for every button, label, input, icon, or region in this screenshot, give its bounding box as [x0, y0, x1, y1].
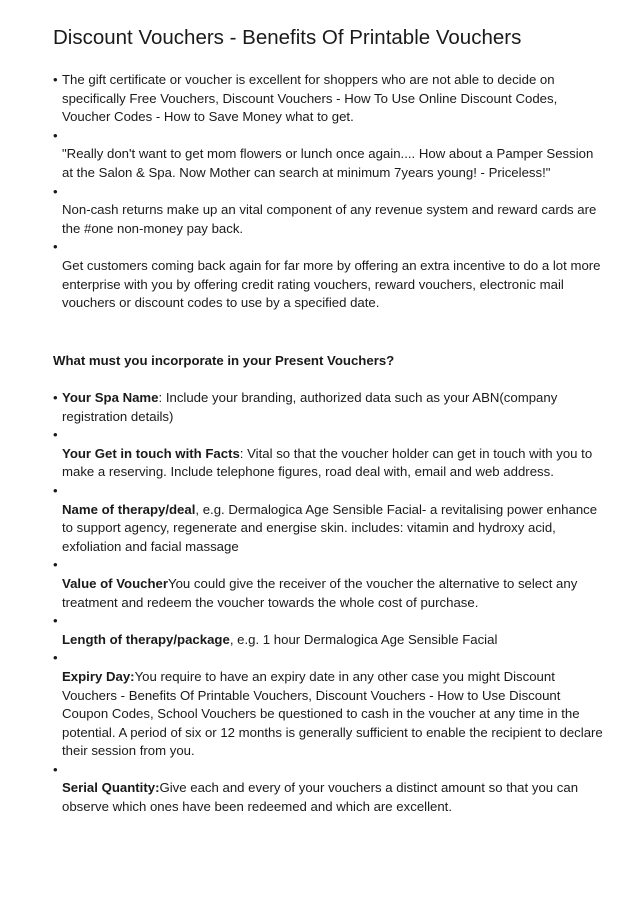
list-item-description: You require to have an expiry date in any other case you might Discount Vouchers - Benefits Of Printable Vouchers, Discount Vouchers - How to Use Discount Coupon Codes, School Vouchers be questioned to cash in the voucher at any time in the potential. A period of six or 12 months is generally sufficient to enable the recipient to declare their session from you.: [62, 668, 603, 759]
list-item: [53, 649, 603, 761]
list-item-description: , e.g. 1 hour Dermalogica Age Sensible Facial: [229, 631, 498, 647]
list-item-text: Non-cash returns make up an vital component of any revenue system and reward cards are the #one non-money pay back.: [62, 202, 597, 236]
list-item: [53, 389, 603, 426]
list-item-text: [53, 649, 603, 761]
list-item: [53, 761, 603, 817]
list-item: [53, 556, 603, 612]
bullet-icon: •: [53, 183, 58, 199]
page-title: Discount Vouchers - Benefits Of Printable Vouchers: [53, 26, 522, 49]
list-item-description: Give each and every of your vouchers a distinct amount so that you can observe which ones have been redeemed and which are excellent.: [62, 780, 579, 815]
list-item: [53, 183, 603, 239]
list-item-text: "Really don't want to get mom flowers or lunch once again.... How about a Pamper Session at the Salon & Spa. Now Mother can search at minimum 7years young! - Priceless!": [62, 146, 594, 180]
list-item-text: [53, 426, 603, 482]
section-heading: What must you incorporate in your Present Vouchers?: [53, 353, 395, 368]
list-item-text: [53, 482, 603, 556]
list-item-text: The gift certificate or voucher is excellent for shoppers who are not able to decide on specifically Free Vouchers, Discount Vouchers - How To Use Online Discount Codes, Voucher Codes - How to Save Money what to get.: [62, 72, 558, 125]
list-item-text: [53, 389, 603, 426]
list-item-term: Your Get in touch with Facts: [62, 445, 240, 461]
list-item-text: [53, 761, 603, 817]
list-item: [53, 238, 603, 312]
bullet-icon: •: [53, 482, 58, 498]
list-item-term: Serial Quantity:: [62, 780, 160, 796]
list-item-description: , e.g. Dermalogica Age Sensible Facial- a revitalising power enhance to support agency, regenerate and energise skin. includes: vitamin and hydroxy acid, exfoliation and facial massage: [62, 501, 598, 554]
bullet-icon: •: [53, 650, 58, 666]
bullet-icon: •: [53, 127, 58, 143]
list-item-text: Get customers coming back again for far more by offering an extra incentive to do a lot more enterprise with you by offering credit rating vouchers, reward vouchers, electronic mail vouchers or discount codes to use by a specified date.: [62, 257, 601, 311]
list-item: [53, 612, 603, 649]
bullet-icon: •: [53, 72, 58, 87]
list-item-description: You could give the receiver of the voucher the alternative to select any treatment and redeem the voucher towards the whole cost of purchase.: [62, 575, 578, 610]
list-item-term: Expiry Day:: [62, 668, 135, 684]
list-item-term: Length of therapy/package: [62, 631, 230, 647]
list-item: [53, 71, 603, 127]
benefits-list: [53, 71, 603, 313]
bullet-icon: •: [53, 761, 58, 777]
list-item-term: Name of therapy/deal: [62, 501, 196, 517]
bullet-icon: •: [53, 557, 58, 573]
list-item-text: [53, 612, 603, 649]
bullet-icon: •: [53, 390, 58, 405]
bullet-icon: •: [53, 239, 58, 255]
list-item: [53, 482, 603, 556]
list-item-description: : Include your branding, authorized data such as your ABN(company registration details): [62, 390, 558, 424]
list-item-description: : Vital so that the voucher holder can get in touch with you to make a reserving. Include telephone figures, road deal with, email and web address.: [62, 445, 593, 480]
list-item-term: Value of Voucher: [62, 575, 169, 591]
voucher-contents-list: [53, 389, 603, 817]
list-item-term: Your Spa Name: [62, 390, 159, 405]
list-item: [53, 426, 603, 482]
list-item-text: [53, 556, 603, 612]
bullet-icon: •: [53, 427, 58, 443]
list-item: [53, 127, 603, 183]
bullet-icon: •: [53, 613, 58, 629]
